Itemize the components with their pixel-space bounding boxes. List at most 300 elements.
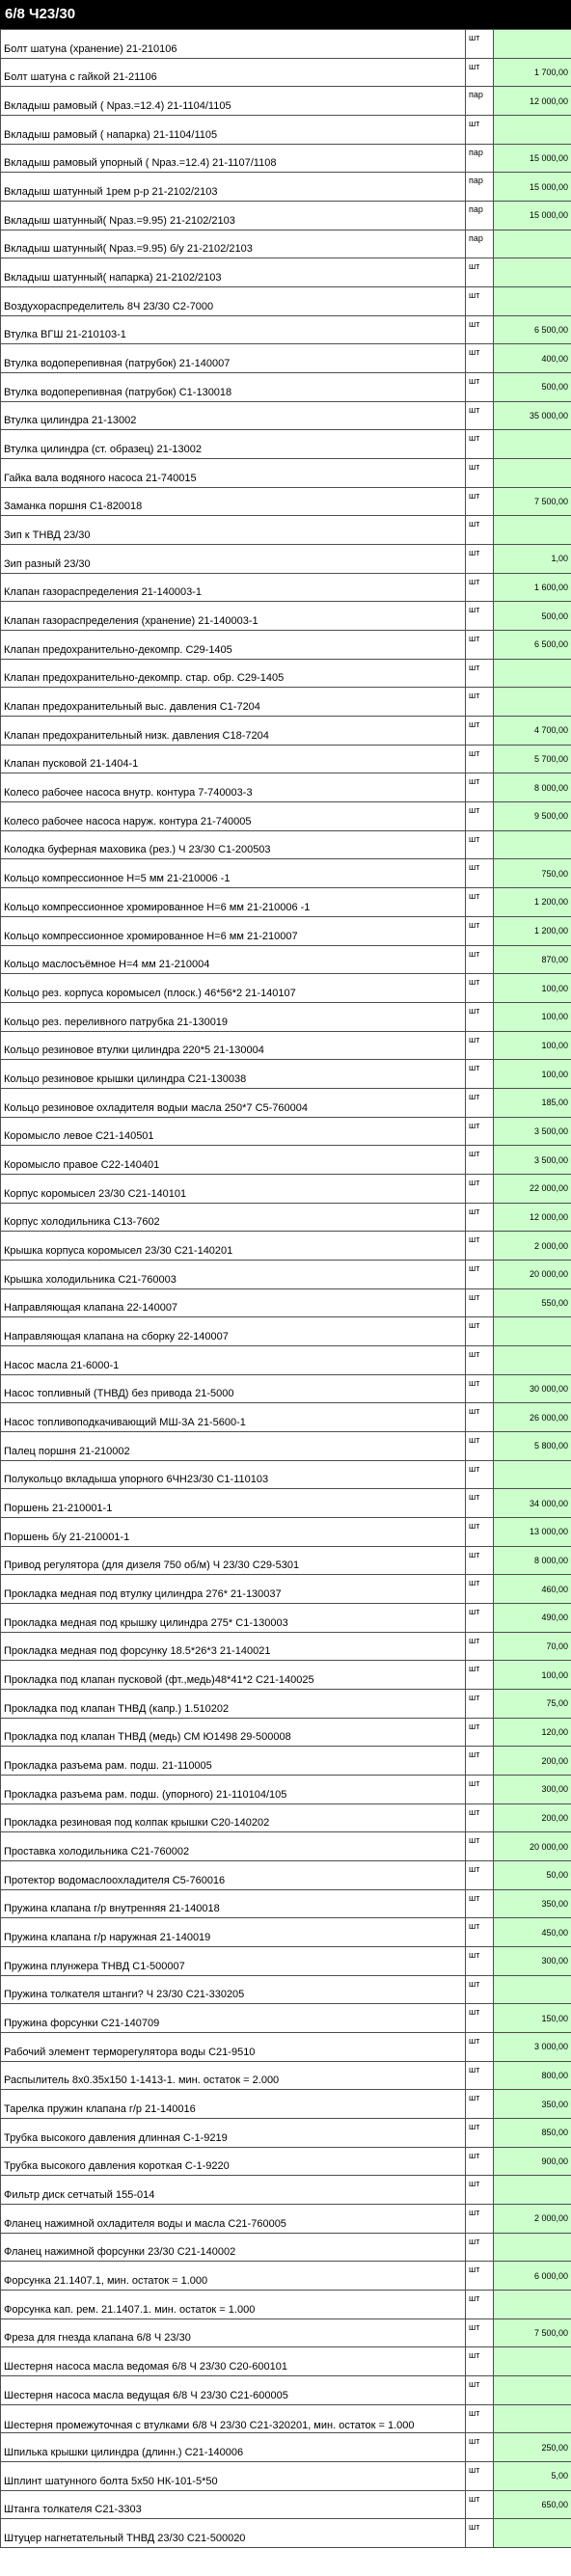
part-name-cell: Полукольцо вкладыша упорного 6ЧН23/30 С1-110103 (1, 1460, 466, 1489)
parts-table (0, 29, 571, 2548)
unit-cell: пар (466, 87, 494, 116)
unit-cell: шт (466, 2033, 494, 2062)
price-cell: 100,00 (494, 1661, 571, 1690)
unit-cell: шт (466, 373, 494, 402)
unit-cell: шт (466, 2119, 494, 2148)
table-row (1, 2061, 571, 2090)
part-name-cell: Направляющая клапана на сборку 22-140007 (1, 1317, 466, 1346)
table-row (1, 573, 571, 602)
price-cell: 6 500,00 (494, 631, 571, 660)
part-name-cell: Прокладка медная под форсунку 18.5*26*3 21-140021 (1, 1632, 466, 1661)
price-cell (494, 2291, 571, 2319)
unit-cell: шт (466, 1345, 494, 1374)
part-name-cell: Трубка высокого давления длинная С-1-9219 (1, 2119, 466, 2148)
price-cell: 185,00 (494, 1088, 571, 1117)
part-name-cell: Пружина клапана г/р наружная 21-140019 (1, 1918, 466, 1947)
unit-cell: шт (466, 2061, 494, 2090)
unit-cell: шт (466, 602, 494, 631)
table-row (1, 258, 571, 287)
table-row (1, 1603, 571, 1632)
unit-cell: шт (466, 258, 494, 287)
unit-cell: шт (466, 1689, 494, 1718)
table-row (1, 1031, 571, 1060)
price-cell: 26 000,00 (494, 1403, 571, 1432)
price-cell (494, 459, 571, 488)
table-row (1, 487, 571, 516)
part-name-cell: Клапан газораспределения 21-140003-1 (1, 573, 466, 602)
part-name-cell: Фланец нажимной форсунки 23/30 С21-140002 (1, 2233, 466, 2262)
price-cell (494, 116, 571, 145)
part-name-cell: Заманка поршня С1-820018 (1, 487, 466, 516)
unit-cell: шт (466, 2376, 494, 2405)
table-row (1, 802, 571, 831)
table-row (1, 1260, 571, 1288)
unit-cell: шт (466, 773, 494, 802)
price-cell (494, 2404, 571, 2433)
part-name-cell: Кольцо резиновое втулки цилиндра 220*5 21-130004 (1, 1031, 466, 1060)
unit-cell: шт (466, 1431, 494, 1460)
part-name-cell: Кольцо компрессионное Н=5 мм 21-210006 -1 (1, 859, 466, 888)
unit-cell: шт (466, 802, 494, 831)
unit-cell: шт (466, 2404, 494, 2433)
table-row (1, 173, 571, 202)
part-name-cell: Болт шатуна (хранение) 21-210106 (1, 30, 466, 59)
price-cell: 34 000,00 (494, 1489, 571, 1518)
unit-cell: шт (466, 287, 494, 316)
part-name-cell: Пружина форсунки С21-140709 (1, 2004, 466, 2033)
table-row (1, 1947, 571, 1976)
part-name-cell: Поршень б/у 21-210001-1 (1, 1517, 466, 1546)
table-row (1, 1232, 571, 1261)
part-name-cell: Втулка цилиндра 21-13002 (1, 401, 466, 430)
table-row (1, 116, 571, 145)
unit-cell: шт (466, 2490, 494, 2519)
unit-cell: шт (466, 1002, 494, 1031)
part-name-cell: Кольцо компрессионное хромированное Н=6 мм 21-210007 (1, 916, 466, 945)
unit-cell: шт (466, 830, 494, 859)
price-cell: 400,00 (494, 344, 571, 373)
part-name-cell: Рабочий элемент терморегулятора воды С21-9510 (1, 2033, 466, 2062)
part-name-cell: Проставка холодильника С21-760002 (1, 1832, 466, 1861)
price-cell: 3 000,00 (494, 2033, 571, 2062)
part-name-cell: Пружина плунжера ТНВД С1-500007 (1, 1947, 466, 1976)
price-cell: 450,00 (494, 1918, 571, 1947)
unit-cell: шт (466, 1575, 494, 1604)
part-name-cell: Распылитель 8х0.35х150 1-1413-1. мин. остаток = 2.000 (1, 2061, 466, 2090)
part-name-cell: Клапан газораспределения (хранение) 21-140003-1 (1, 602, 466, 631)
price-cell (494, 659, 571, 688)
part-name-cell: Кольцо резиновое крышки цилиндра С21-130038 (1, 1060, 466, 1089)
unit-cell: шт (466, 2090, 494, 2119)
table-row (1, 2205, 571, 2234)
unit-cell: шт (466, 1232, 494, 1261)
part-name-cell: Форсунка кап. рем. 21.1407.1. мин. остаток = 1.000 (1, 2291, 466, 2319)
table-row (1, 373, 571, 402)
unit-cell: шт (466, 745, 494, 773)
price-cell (494, 2176, 571, 2205)
unit-cell: шт (466, 1403, 494, 1432)
part-name-cell: Прокладка медная под втулку цилиндра 276* 21-130037 (1, 1575, 466, 1604)
part-name-cell: Вкладыш шатунный( Nраз.=9.95) б/у 21-2102/2103 (1, 230, 466, 258)
part-name-cell: Вкладыш шатунный( Nраз.=9.95) 21-2102/2103 (1, 202, 466, 230)
table-row (1, 1345, 571, 1374)
table-row (1, 945, 571, 974)
part-name-cell: Зип разный 23/30 (1, 545, 466, 574)
price-cell (494, 30, 571, 59)
price-cell: 7 500,00 (494, 487, 571, 516)
table-row (1, 1288, 571, 1317)
part-name-cell: Колесо рабочее насоса внутр. контура 7-740003-3 (1, 773, 466, 802)
price-cell: 8 000,00 (494, 773, 571, 802)
price-cell (494, 2347, 571, 2376)
unit-cell: шт (466, 1060, 494, 1089)
part-name-cell: Фреза для гнезда клапана 6/8 Ч 23/30 (1, 2318, 466, 2347)
unit-cell: шт (466, 487, 494, 516)
price-cell (494, 2519, 571, 2548)
table-row (1, 659, 571, 688)
part-name-cell: Насос топливный (ТНВД) без привода 21-5000 (1, 1374, 466, 1403)
table-row (1, 144, 571, 173)
part-name-cell: Кольцо рез. корпуса коромысел (плоск.) 46*56*2 21-140107 (1, 974, 466, 1003)
price-cell (494, 1317, 571, 1346)
table-row (1, 974, 571, 1003)
price-cell: 5 700,00 (494, 745, 571, 773)
unit-cell: шт (466, 545, 494, 574)
unit-cell: шт (466, 1603, 494, 1632)
part-name-cell: Вкладыш шатунный( напарка) 21-2102/2103 (1, 258, 466, 287)
unit-cell: шт (466, 1747, 494, 1776)
part-name-cell: Вкладыш рамовый упорный ( Nраз.=12.4) 21-1107/1108 (1, 144, 466, 173)
unit-cell: шт (466, 1889, 494, 1918)
unit-cell: шт (466, 459, 494, 488)
price-cell: 800,00 (494, 2061, 571, 2090)
price-cell: 100,00 (494, 1060, 571, 1089)
part-name-cell: Колодка буферная маховика (рез.) Ч 23/30 С1-200503 (1, 830, 466, 859)
part-name-cell: Форсунка 21.1407.1, мин. остаток = 1.000 (1, 2262, 466, 2291)
price-cell (494, 830, 571, 859)
table-row (1, 1661, 571, 1690)
price-cell: 35 000,00 (494, 401, 571, 430)
price-cell: 1 600,00 (494, 573, 571, 602)
table-row (1, 602, 571, 631)
unit-cell: шт (466, 1517, 494, 1546)
price-cell: 12 000,00 (494, 87, 571, 116)
part-name-cell: Втулка водоперепивная (патрубок) С1-130018 (1, 373, 466, 402)
unit-cell: шт (466, 2347, 494, 2376)
part-name-cell: Прокладка медная под крышку цилиндра 275* С1-130003 (1, 1603, 466, 1632)
table-row (1, 2262, 571, 2291)
unit-cell: шт (466, 717, 494, 746)
table-row (1, 1718, 571, 1747)
unit-cell: шт (466, 1632, 494, 1661)
price-cell: 2 000,00 (494, 1232, 571, 1261)
unit-cell: пар (466, 144, 494, 173)
part-name-cell: Вкладыш рамовый ( напарка) 21-1104/1105 (1, 116, 466, 145)
part-name-cell: Шплинт шатунного болта 5х50 НК-101-5*50 (1, 2462, 466, 2491)
price-cell: 3 500,00 (494, 1117, 571, 1146)
price-cell (494, 1975, 571, 2004)
price-cell: 20 000,00 (494, 1832, 571, 1861)
part-name-cell: Прокладка разъема рам. подш. 21-110005 (1, 1747, 466, 1776)
part-name-cell: Колесо рабочее насоса наруж. контура 21-740005 (1, 802, 466, 831)
table-row (1, 344, 571, 373)
part-name-cell: Насос топливоподкачивающий МШ-3А 21-5600-1 (1, 1403, 466, 1432)
part-name-cell: Клапан предохранительно-декомпр. стар. обр. С29-1405 (1, 659, 466, 688)
price-cell (494, 2233, 571, 2262)
price-cell: 15 000,00 (494, 173, 571, 202)
unit-cell: шт (466, 430, 494, 459)
part-name-cell: Крышка холодильника С21-760003 (1, 1260, 466, 1288)
table-row (1, 1918, 571, 1947)
unit-cell: шт (466, 116, 494, 145)
part-name-cell: Фильтр диск сетчатый 155-014 (1, 2176, 466, 2205)
table-row (1, 717, 571, 746)
table-row (1, 2119, 571, 2148)
unit-cell: шт (466, 573, 494, 602)
part-name-cell: Шестерня промежуточная с втулками 6/8 Ч 23/30 С21-320201, мин. остаток = 1.000 (1, 2404, 466, 2433)
table-row (1, 1403, 571, 1432)
unit-cell: шт (466, 1975, 494, 2004)
part-name-cell: Шестерня насоса масла ведомая 6/8 Ч 23/30 С20-600101 (1, 2347, 466, 2376)
unit-cell: пар (466, 173, 494, 202)
unit-cell: шт (466, 2147, 494, 2176)
table-row (1, 1975, 571, 2004)
price-cell (494, 430, 571, 459)
part-name-cell: Коромысло правое С22-140401 (1, 1146, 466, 1175)
part-name-cell: Клапан предохранительный низк. давления С18-7204 (1, 717, 466, 746)
part-name-cell: Прокладка под клапан ТНВД (медь) СМ Ю1498 29-500008 (1, 1718, 466, 1747)
unit-cell: пар (466, 230, 494, 258)
unit-cell: шт (466, 2462, 494, 2491)
price-cell (494, 2376, 571, 2405)
table-row (1, 1460, 571, 1489)
table-row (1, 1517, 571, 1546)
price-cell: 15 000,00 (494, 144, 571, 173)
price-cell: 870,00 (494, 945, 571, 974)
unit-cell: шт (466, 659, 494, 688)
price-cell: 460,00 (494, 1575, 571, 1604)
table-row (1, 1832, 571, 1861)
table-row (1, 2347, 571, 2376)
price-cell: 2 000,00 (494, 2205, 571, 2234)
unit-cell: шт (466, 1661, 494, 1690)
table-row (1, 1203, 571, 1232)
price-cell: 1 700,00 (494, 58, 571, 87)
part-name-cell: Кольцо рез. переливного патрубка 21-130019 (1, 1002, 466, 1031)
table-row (1, 287, 571, 316)
price-cell: 6 500,00 (494, 315, 571, 344)
unit-cell: шт (466, 1947, 494, 1976)
price-cell: 8 000,00 (494, 1546, 571, 1575)
unit-cell: шт (466, 315, 494, 344)
part-name-cell: Клапан предохранительный выс. давления С1-7204 (1, 688, 466, 717)
unit-cell: шт (466, 1203, 494, 1232)
table-row (1, 1775, 571, 1803)
part-name-cell: Направляющая клапана 22-140007 (1, 1288, 466, 1317)
table-row (1, 2490, 571, 2519)
price-cell: 1 200,00 (494, 916, 571, 945)
table-row (1, 2033, 571, 2062)
table-row (1, 1117, 571, 1146)
part-name-cell: Клапан пусковой 21-1404-1 (1, 745, 466, 773)
part-name-cell: Вкладыш рамовый ( Nраз.=12.4) 21-1104/1105 (1, 87, 466, 116)
table-row (1, 2433, 571, 2462)
price-cell: 100,00 (494, 1002, 571, 1031)
unit-cell: шт (466, 945, 494, 974)
table-row (1, 1174, 571, 1203)
table-row (1, 2004, 571, 2033)
unit-cell: шт (466, 1288, 494, 1317)
sheet-title: 6/8 Ч23/30 (0, 0, 571, 29)
part-name-cell: Кольцо маслосъёмное Н=4 мм 21-210004 (1, 945, 466, 974)
part-name-cell: Крышка корпуса коромысел 23/30 С21-140201 (1, 1232, 466, 1261)
price-cell: 12 000,00 (494, 1203, 571, 1232)
price-cell (494, 516, 571, 545)
unit-cell: шт (466, 859, 494, 888)
table-row (1, 2291, 571, 2319)
part-name-cell: Прокладка под клапан ТНВД (капр.) 1.510202 (1, 1689, 466, 1718)
table-row (1, 516, 571, 545)
table-row (1, 2462, 571, 2491)
table-row (1, 631, 571, 660)
part-name-cell: Кольцо резиновое охладителя водыи масла 250*7 С5-760004 (1, 1088, 466, 1117)
price-cell: 15 000,00 (494, 202, 571, 230)
unit-cell: шт (466, 2519, 494, 2548)
table-row (1, 859, 571, 888)
part-name-cell: Палец поршня 21-210002 (1, 1431, 466, 1460)
part-name-cell: Штанга толкателя С21-3303 (1, 2490, 466, 2519)
part-name-cell: Корпус коромысел 23/30 С21-140101 (1, 1174, 466, 1203)
price-cell: 4 700,00 (494, 717, 571, 746)
table-row (1, 2176, 571, 2205)
part-name-cell: Фланец нажимной охладителя воды и масла С21-760005 (1, 2205, 466, 2234)
table-row (1, 430, 571, 459)
table-row (1, 2233, 571, 2262)
table-row (1, 1002, 571, 1031)
part-name-cell: Кольцо компрессионное хромированное Н=6 мм 21-210006 -1 (1, 888, 466, 917)
table-row (1, 2090, 571, 2119)
unit-cell: шт (466, 688, 494, 717)
unit-cell: шт (466, 1718, 494, 1747)
price-cell: 350,00 (494, 1889, 571, 1918)
unit-cell: шт (466, 1775, 494, 1803)
price-cell: 150,00 (494, 2004, 571, 2033)
table-row (1, 1575, 571, 1604)
part-name-cell: Трубка высокого давления короткая С-1-9220 (1, 2147, 466, 2176)
unit-cell: шт (466, 2433, 494, 2462)
table-row (1, 230, 571, 258)
table-row (1, 401, 571, 430)
unit-cell: шт (466, 58, 494, 87)
part-name-cell: Клапан предохранительно-декомпр. С29-1405 (1, 631, 466, 660)
table-row (1, 1060, 571, 1089)
unit-cell: шт (466, 1803, 494, 1832)
price-cell: 9 500,00 (494, 802, 571, 831)
table-row (1, 2404, 571, 2433)
unit-cell: шт (466, 1832, 494, 1861)
table-row (1, 2147, 571, 2176)
unit-cell: шт (466, 1174, 494, 1203)
price-cell: 30 000,00 (494, 1374, 571, 1403)
table-row (1, 773, 571, 802)
table-row (1, 1889, 571, 1918)
unit-cell: шт (466, 2262, 494, 2291)
table-row (1, 688, 571, 717)
part-name-cell: Коромысло левое С21-140501 (1, 1117, 466, 1146)
unit-cell: шт (466, 2233, 494, 2262)
table-row (1, 1747, 571, 1776)
price-cell: 1 200,00 (494, 888, 571, 917)
price-cell: 300,00 (494, 1775, 571, 1803)
table-row (1, 1803, 571, 1832)
price-cell: 350,00 (494, 2090, 571, 2119)
unit-cell: шт (466, 631, 494, 660)
price-cell: 6 000,00 (494, 2262, 571, 2291)
table-row (1, 888, 571, 917)
unit-cell: шт (466, 888, 494, 917)
unit-cell: шт (466, 401, 494, 430)
part-name-cell: Шпилька крышки цилиндра (длинн.) С21-140006 (1, 2433, 466, 2462)
unit-cell: шт (466, 1031, 494, 1060)
price-cell: 500,00 (494, 602, 571, 631)
part-name-cell: Воздухораспределитель 8Ч 23/30 С2-7000 (1, 287, 466, 316)
table-row (1, 2318, 571, 2347)
price-cell: 850,00 (494, 2119, 571, 2148)
table-row (1, 1689, 571, 1718)
table-row (1, 202, 571, 230)
unit-cell: шт (466, 1146, 494, 1175)
price-cell (494, 1460, 571, 1489)
part-name-cell: Штуцер нагнетательный ТНВД 23/30 С21-500020 (1, 2519, 466, 2548)
price-cell (494, 258, 571, 287)
unit-cell: шт (466, 1489, 494, 1518)
price-cell: 750,00 (494, 859, 571, 888)
part-name-cell: Прокладка разъема рам. подш. (упорного) 21-110104/105 (1, 1775, 466, 1803)
price-cell: 550,00 (494, 1288, 571, 1317)
table-row (1, 830, 571, 859)
part-name-cell: Зип к ТНВД 23/30 (1, 516, 466, 545)
table-row (1, 1374, 571, 1403)
price-cell (494, 1345, 571, 1374)
price-cell: 300,00 (494, 1947, 571, 1976)
unit-cell: шт (466, 974, 494, 1003)
price-cell: 100,00 (494, 974, 571, 1003)
price-cell: 200,00 (494, 1747, 571, 1776)
price-cell: 50,00 (494, 1861, 571, 1890)
unit-cell: шт (466, 1918, 494, 1947)
table-row (1, 30, 571, 59)
price-cell (494, 688, 571, 717)
part-name-cell: Втулка ВГШ 21-210103-1 (1, 315, 466, 344)
table-row (1, 87, 571, 116)
table-row (1, 2376, 571, 2405)
unit-cell: шт (466, 1117, 494, 1146)
price-cell: 250,00 (494, 2433, 571, 2462)
price-cell: 3 500,00 (494, 1146, 571, 1175)
part-name-cell: Корпус холодильника С13-7602 (1, 1203, 466, 1232)
parts-table-body (1, 30, 571, 2548)
unit-cell: шт (466, 916, 494, 945)
unit-cell: шт (466, 1460, 494, 1489)
part-name-cell: Насос масла 21-6000-1 (1, 1345, 466, 1374)
table-row (1, 2519, 571, 2548)
table-row (1, 1489, 571, 1518)
table-row (1, 58, 571, 87)
unit-cell: шт (466, 1374, 494, 1403)
table-row (1, 916, 571, 945)
part-name-cell: Пружина клапана г/р внутренняя 21-140018 (1, 1889, 466, 1918)
table-row (1, 1317, 571, 1346)
